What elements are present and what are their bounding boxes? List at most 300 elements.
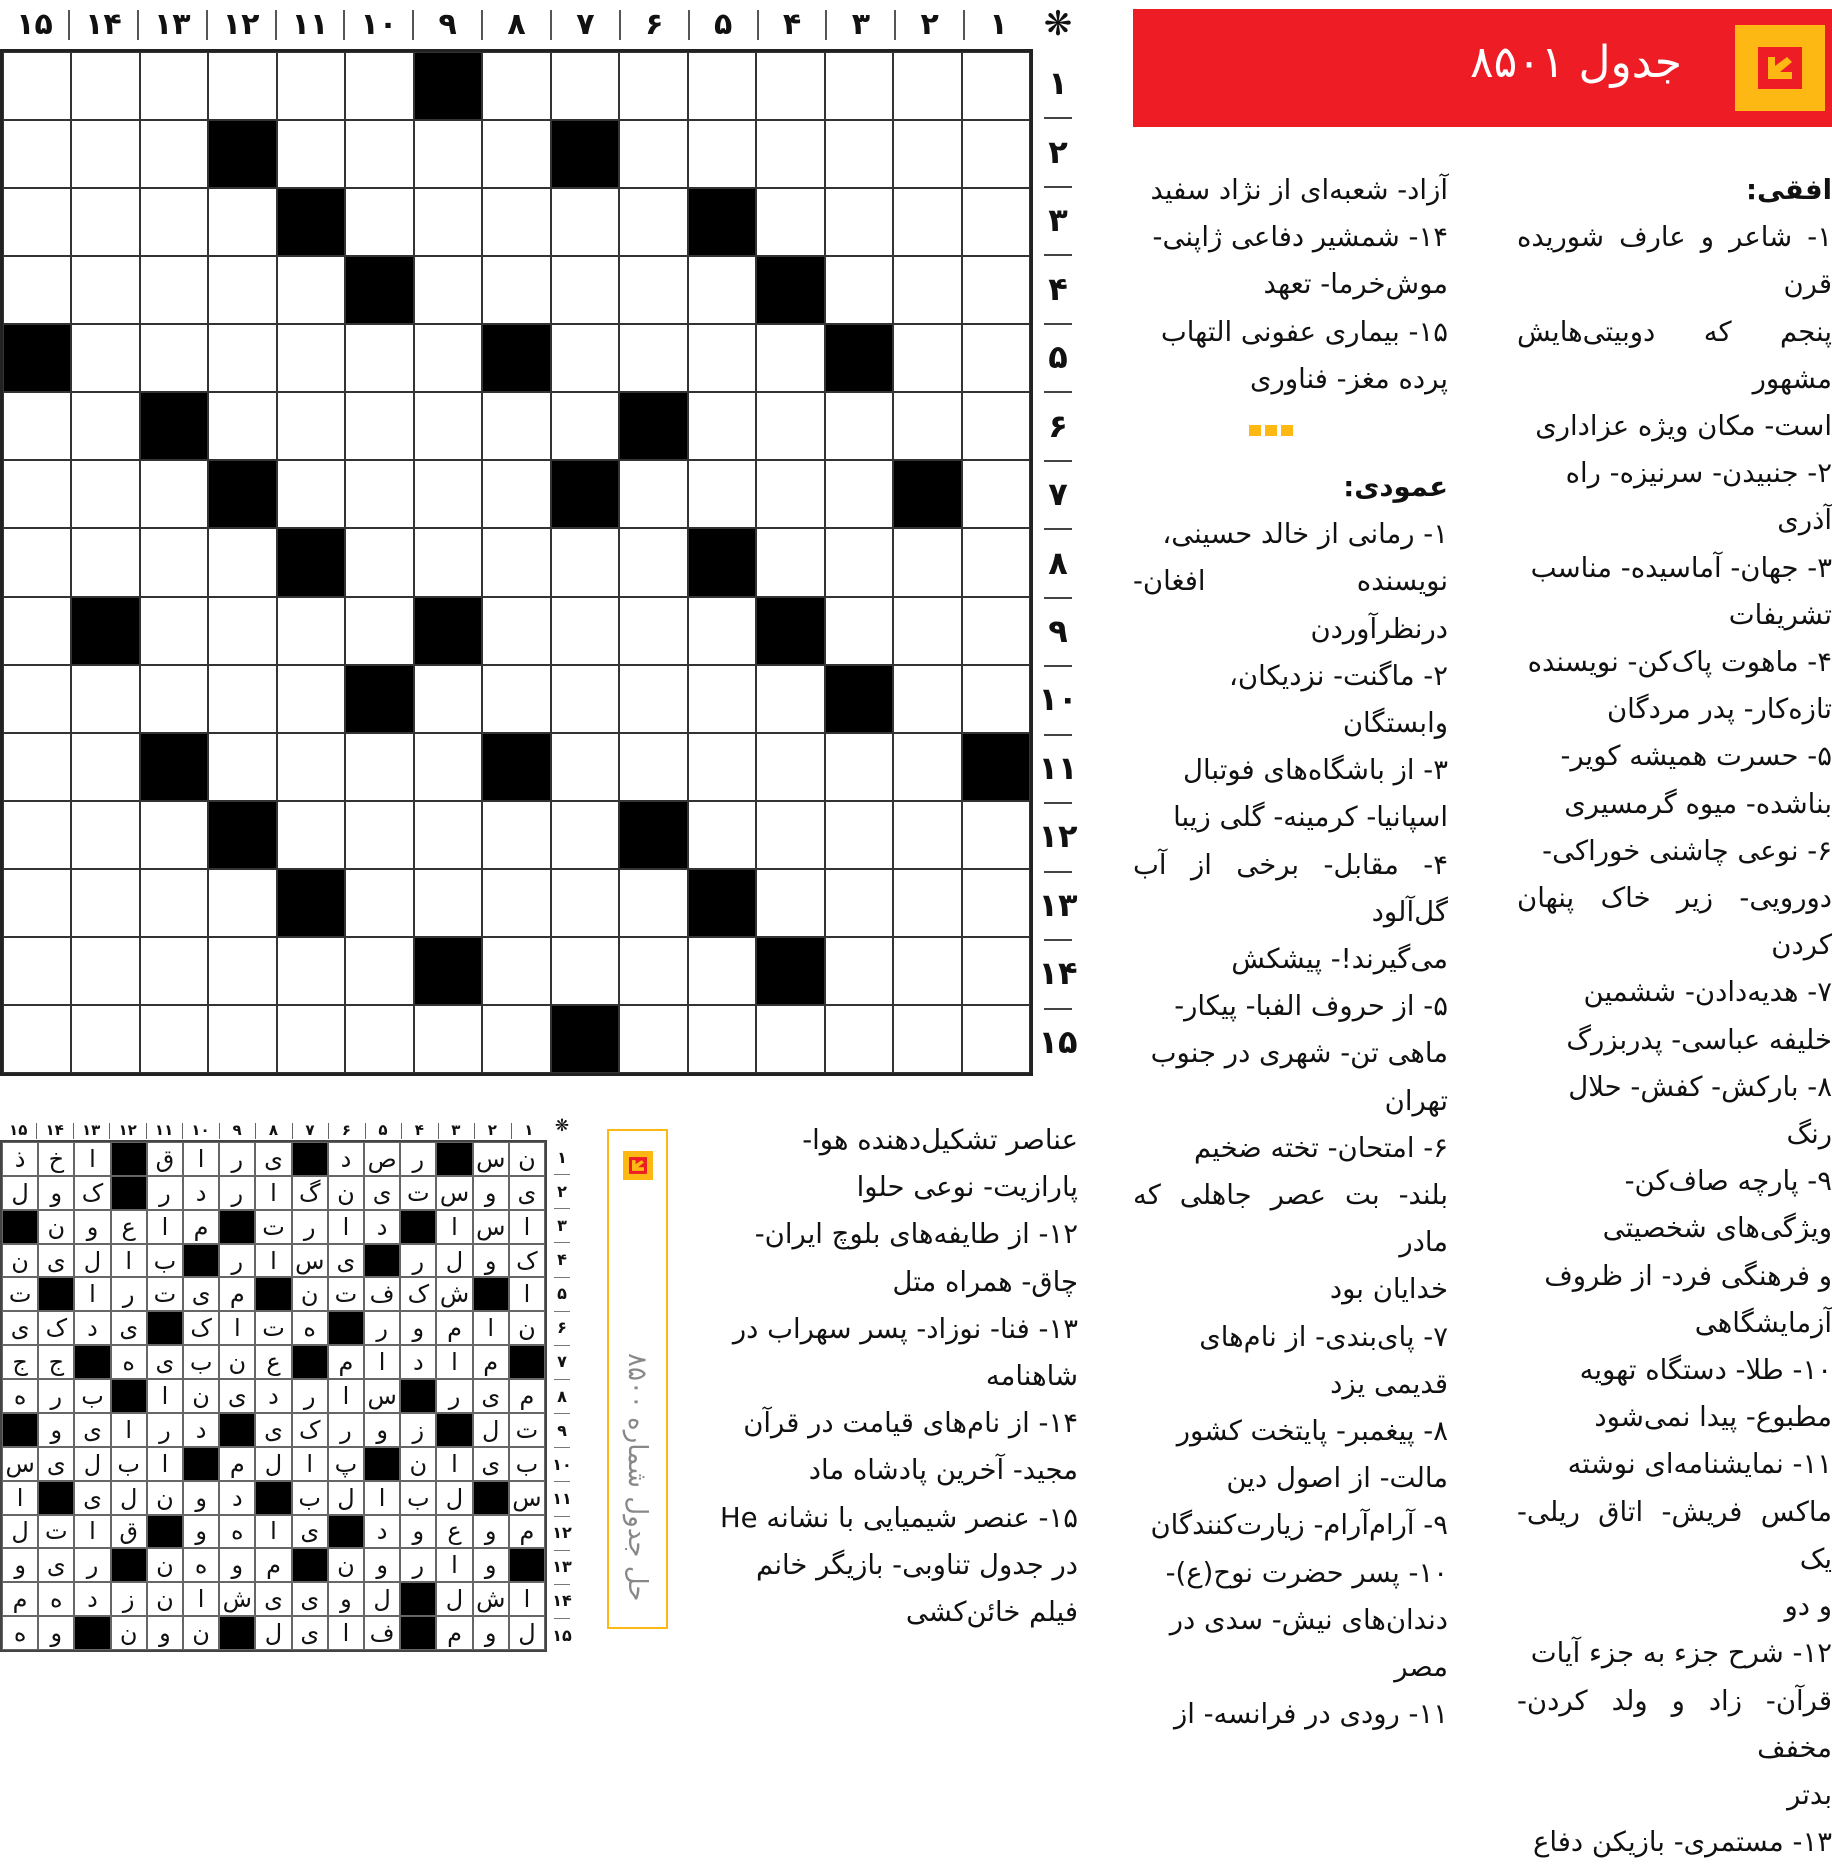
grid-cell[interactable] <box>962 1005 1030 1073</box>
grid-cell[interactable] <box>71 52 139 120</box>
clue-line: مطبوع- پیدا نمی‌شود <box>1594 1401 1832 1434</box>
grid-cell[interactable] <box>414 324 482 392</box>
clue-line: و دو <box>1784 1590 1832 1623</box>
grid-cell[interactable] <box>277 392 345 460</box>
grid-cell[interactable] <box>825 392 893 460</box>
black-cell <box>208 801 276 869</box>
row-number-label: ۱۱ <box>1036 734 1080 802</box>
grid-cell[interactable] <box>482 937 550 1005</box>
grid-cell[interactable] <box>71 392 139 460</box>
grid-cell[interactable] <box>71 733 139 801</box>
grid-cell[interactable] <box>688 665 756 733</box>
grid-cell[interactable] <box>140 120 208 188</box>
grid-cell[interactable] <box>482 460 550 528</box>
solution-label-box <box>607 1129 668 1629</box>
grid-cell[interactable] <box>893 1005 961 1073</box>
solution-column-number: ۱۵ <box>0 1117 36 1139</box>
clue-line: قدیمی یزد <box>1330 1367 1448 1400</box>
grid-cell[interactable] <box>3 52 71 120</box>
grid-cell[interactable] <box>962 528 1030 596</box>
solution-cell: ر <box>74 1548 110 1582</box>
grid-cell[interactable] <box>688 324 756 392</box>
black-cell <box>688 869 756 937</box>
grid-cell[interactable] <box>140 801 208 869</box>
solution-row-number: ۱۴ <box>550 1584 574 1618</box>
grid-cell[interactable] <box>688 1005 756 1073</box>
grid-cell[interactable] <box>208 1005 276 1073</box>
grid-cell[interactable] <box>3 392 71 460</box>
grid-cell[interactable] <box>756 392 824 460</box>
solution-cell: ک <box>38 1311 74 1345</box>
grid-cell[interactable] <box>345 597 413 665</box>
grid-cell[interactable] <box>551 937 619 1005</box>
solution-cell: ر <box>38 1379 74 1413</box>
black-cell <box>208 120 276 188</box>
grid-cell[interactable] <box>825 256 893 324</box>
grid-cell[interactable] <box>688 801 756 869</box>
solution-cell: س <box>473 1142 509 1176</box>
solution-cell: ش <box>219 1582 255 1616</box>
solution-cell: ی <box>147 1345 183 1379</box>
grid-cell[interactable] <box>551 188 619 256</box>
grid-cell[interactable] <box>962 256 1030 324</box>
grid-cell[interactable] <box>277 937 345 1005</box>
solution-cell: ی <box>473 1447 509 1481</box>
grid-cell[interactable] <box>619 460 687 528</box>
grid-cell[interactable] <box>962 324 1030 392</box>
grid-cell[interactable] <box>551 392 619 460</box>
grid-cell[interactable] <box>551 801 619 869</box>
grid-cell[interactable] <box>71 324 139 392</box>
row-number-label: ۲ <box>1036 117 1080 185</box>
solution-cell: ر <box>400 1142 436 1176</box>
grid-cell[interactable] <box>825 460 893 528</box>
grid-cell[interactable] <box>482 597 550 665</box>
grid-cell[interactable] <box>619 528 687 596</box>
grid-cell[interactable] <box>893 597 961 665</box>
grid-cell[interactable] <box>414 665 482 733</box>
solution-cell: ه <box>38 1582 74 1616</box>
solution-cell: و <box>328 1582 364 1616</box>
grid-cell[interactable] <box>756 52 824 120</box>
grid-cell[interactable] <box>140 528 208 596</box>
solution-cell: ا <box>364 1345 400 1379</box>
grid-cell[interactable] <box>208 256 276 324</box>
solution-cell: ی <box>328 1244 364 1278</box>
solution-black-cell <box>400 1582 436 1616</box>
grid-cell[interactable] <box>893 733 961 801</box>
grid-cell[interactable] <box>551 528 619 596</box>
grid-cell[interactable] <box>893 52 961 120</box>
row-number-label: ۷ <box>1036 460 1080 528</box>
grid-cell[interactable] <box>140 1005 208 1073</box>
grid-cell[interactable] <box>893 256 961 324</box>
row-number-label: ۱ <box>1048 64 1068 103</box>
grid-cell[interactable] <box>3 801 71 869</box>
grid-cell[interactable] <box>3 665 71 733</box>
grid-cell[interactable] <box>208 188 276 256</box>
grid-cell[interactable] <box>71 460 139 528</box>
grid-cell[interactable] <box>208 392 276 460</box>
column-number-label: ۱۴ <box>69 0 138 48</box>
grid-cell[interactable] <box>71 1005 139 1073</box>
solution-cell: ه <box>2 1379 38 1413</box>
solution-cell: ب <box>183 1345 219 1379</box>
solution-cell: ی <box>111 1311 147 1345</box>
grid-cell[interactable] <box>71 256 139 324</box>
solution-black-cell <box>183 1447 219 1481</box>
grid-cell[interactable] <box>482 869 550 937</box>
grid-cell[interactable] <box>345 937 413 1005</box>
solution-cell: و <box>219 1548 255 1582</box>
solution-cell: ل <box>328 1481 364 1515</box>
solution-black-cell <box>38 1481 74 1515</box>
grid-cell[interactable] <box>825 937 893 1005</box>
grid-cell[interactable] <box>71 120 139 188</box>
grid-cell[interactable] <box>345 733 413 801</box>
grid-cell[interactable] <box>688 937 756 1005</box>
grid-cell[interactable] <box>962 120 1030 188</box>
grid-cell[interactable] <box>414 1005 482 1073</box>
solution-cell: ا <box>111 1413 147 1447</box>
row-number-label: ۴ <box>1036 254 1080 322</box>
grid-cell[interactable] <box>756 528 824 596</box>
grid-cell[interactable] <box>688 52 756 120</box>
grid-cell[interactable] <box>688 460 756 528</box>
grid-cell[interactable] <box>3 120 71 188</box>
grid-cell[interactable] <box>893 188 961 256</box>
grid-cell[interactable] <box>825 120 893 188</box>
grid-cell[interactable] <box>619 937 687 1005</box>
grid-cell[interactable] <box>414 460 482 528</box>
grid-cell[interactable] <box>893 665 961 733</box>
grid-cell[interactable] <box>756 460 824 528</box>
grid-cell[interactable] <box>893 324 961 392</box>
grid-cell[interactable] <box>825 733 893 801</box>
grid-cell[interactable] <box>688 392 756 460</box>
grid-cell[interactable] <box>551 869 619 937</box>
grid-cell[interactable] <box>756 733 824 801</box>
grid-cell[interactable] <box>551 733 619 801</box>
solution-cell: م <box>2 1582 38 1616</box>
grid-cell[interactable] <box>756 869 824 937</box>
column-number-label: ۱۱ <box>276 0 345 48</box>
grid-cell[interactable] <box>756 665 824 733</box>
grid-cell[interactable] <box>619 324 687 392</box>
grid-cell[interactable] <box>414 528 482 596</box>
column-number-label: ۶ <box>620 0 689 48</box>
solution-cell: م <box>255 1548 291 1582</box>
grid-cell[interactable] <box>414 120 482 188</box>
solution-black-cell <box>473 1481 509 1515</box>
grid-cell[interactable] <box>414 869 482 937</box>
grid-cell[interactable] <box>345 324 413 392</box>
solution-cell: م <box>436 1616 472 1650</box>
grid-cell[interactable] <box>756 120 824 188</box>
grid-cell[interactable] <box>71 528 139 596</box>
solution-cell: ل <box>74 1447 110 1481</box>
grid-cell[interactable] <box>277 665 345 733</box>
solution-cell: ر <box>292 1379 328 1413</box>
solution-black-cell <box>509 1345 545 1379</box>
grid-cell[interactable] <box>345 1005 413 1073</box>
solution-cell: و <box>74 1210 110 1244</box>
solution-cell: س <box>436 1176 472 1210</box>
grid-cell[interactable] <box>962 937 1030 1005</box>
grid-cell[interactable] <box>414 392 482 460</box>
grid-cell[interactable] <box>3 733 71 801</box>
solution-logo-icon <box>623 1151 653 1180</box>
solution-cell: ن <box>509 1142 545 1176</box>
grid-cell[interactable] <box>3 937 71 1005</box>
grid-cell[interactable] <box>208 597 276 665</box>
grid-cell[interactable] <box>71 937 139 1005</box>
grid-cell[interactable] <box>756 324 824 392</box>
horizontal-clues-title: افقی: <box>1745 174 1832 206</box>
grid-cell[interactable] <box>414 256 482 324</box>
grid-cell[interactable] <box>140 869 208 937</box>
grid-cell[interactable] <box>688 256 756 324</box>
grid-cell[interactable] <box>962 665 1030 733</box>
solution-cell: و <box>473 1548 509 1582</box>
grid-cell[interactable] <box>71 801 139 869</box>
grid-cell[interactable] <box>71 869 139 937</box>
clue-line: ۷- پای‌بندی- از نام‌های <box>1199 1320 1448 1353</box>
grid-cell[interactable] <box>482 665 550 733</box>
clue-line: نویسنده افغان- درنظرآوردن <box>1133 565 1448 645</box>
grid-cell[interactable] <box>482 256 550 324</box>
grid-cell[interactable] <box>825 188 893 256</box>
grid-cell[interactable] <box>619 733 687 801</box>
grid-cell[interactable] <box>825 869 893 937</box>
grid-cell[interactable] <box>962 597 1030 665</box>
grid-cell[interactable] <box>825 52 893 120</box>
solution-cell: د <box>183 1176 219 1210</box>
solution-cell: ل <box>436 1481 472 1515</box>
clue-line: آذری <box>1777 504 1832 537</box>
solution-cell: ت <box>147 1277 183 1311</box>
grid-cell[interactable] <box>482 1005 550 1073</box>
clue-line: رنگ <box>1786 1118 1832 1151</box>
grid-cell[interactable] <box>893 392 961 460</box>
grid-cell[interactable] <box>140 52 208 120</box>
grid-cell[interactable] <box>345 52 413 120</box>
grid-cell[interactable] <box>756 188 824 256</box>
clue-line: ۹- پارچه صاف‌کن- <box>1624 1165 1832 1198</box>
grid-cell[interactable] <box>345 188 413 256</box>
solution-cell: ی <box>292 1582 328 1616</box>
grid-cell[interactable] <box>414 188 482 256</box>
solution-column-number: ۱ <box>524 1121 534 1139</box>
solution-cell: ع <box>436 1515 472 1549</box>
grid-cell[interactable] <box>345 392 413 460</box>
solution-black-cell <box>473 1277 509 1311</box>
grid-cell[interactable] <box>962 801 1030 869</box>
grid-cell[interactable] <box>208 733 276 801</box>
solution-cell: ن <box>509 1311 545 1345</box>
solution-cell: و <box>473 1244 509 1278</box>
grid-cell[interactable] <box>962 460 1030 528</box>
grid-cell[interactable] <box>962 52 1030 120</box>
grid-cell[interactable] <box>756 801 824 869</box>
grid-cell[interactable] <box>688 733 756 801</box>
grid-cell[interactable] <box>277 733 345 801</box>
grid-cell[interactable] <box>277 597 345 665</box>
grid-cell[interactable] <box>345 120 413 188</box>
grid-cell[interactable] <box>482 188 550 256</box>
solution-cell: ل <box>2 1176 38 1210</box>
solution-row-number: ۹ <box>550 1413 574 1447</box>
grid-cell[interactable] <box>619 256 687 324</box>
section-divider-dots <box>1133 425 1448 436</box>
solution-cell: و <box>183 1481 219 1515</box>
grid-cell[interactable] <box>619 665 687 733</box>
grid-cell[interactable] <box>893 937 961 1005</box>
grid-cell[interactable] <box>962 392 1030 460</box>
grid-cell[interactable] <box>962 869 1030 937</box>
grid-cell[interactable] <box>140 460 208 528</box>
solution-cell: ن <box>2 1244 38 1278</box>
solution-column-number: ۱۱ <box>146 1117 182 1139</box>
solution-cell: ا <box>183 1142 219 1176</box>
grid-cell[interactable] <box>619 188 687 256</box>
solution-column-number: ۱۴ <box>36 1117 72 1139</box>
grid-cell[interactable] <box>962 188 1030 256</box>
grid-cell[interactable] <box>551 52 619 120</box>
column-number-label: ۷ <box>551 0 620 48</box>
grid-cell[interactable] <box>208 665 276 733</box>
solution-cell: ل <box>509 1616 545 1650</box>
grid-cell[interactable] <box>208 869 276 937</box>
grid-cell[interactable] <box>482 392 550 460</box>
grid-cell[interactable] <box>140 256 208 324</box>
grid-cell[interactable] <box>3 256 71 324</box>
grid-cell[interactable] <box>688 597 756 665</box>
grid-cell[interactable] <box>619 120 687 188</box>
solution-cell: ل <box>255 1447 291 1481</box>
grid-cell[interactable] <box>3 1005 71 1073</box>
grid-cell[interactable] <box>619 869 687 937</box>
solution-cell: ا <box>509 1582 545 1616</box>
grid-cell[interactable] <box>482 801 550 869</box>
solution-cell: و <box>38 1413 74 1447</box>
grid-cell[interactable] <box>71 665 139 733</box>
solution-cell: ن <box>147 1481 183 1515</box>
grid-cell[interactable] <box>825 1005 893 1073</box>
grid-cell[interactable] <box>551 665 619 733</box>
grid-cell[interactable] <box>208 937 276 1005</box>
grid-cell[interactable] <box>140 324 208 392</box>
grid-cell[interactable] <box>551 324 619 392</box>
solution-cell: و <box>38 1176 74 1210</box>
grid-cell[interactable] <box>551 256 619 324</box>
grid-cell[interactable] <box>345 801 413 869</box>
grid-cell[interactable] <box>414 801 482 869</box>
clue-line: موش‌خرما- تعهد <box>1263 268 1448 301</box>
grid-cell[interactable] <box>893 869 961 937</box>
grid-cell[interactable] <box>825 801 893 869</box>
solution-cell: ا <box>292 1447 328 1481</box>
grid-cell[interactable] <box>277 460 345 528</box>
grid-cell[interactable] <box>140 937 208 1005</box>
grid-cell[interactable] <box>482 120 550 188</box>
grid-cell[interactable] <box>277 256 345 324</box>
grid-cell[interactable] <box>619 1005 687 1073</box>
black-cell <box>208 460 276 528</box>
grid-cell[interactable] <box>345 869 413 937</box>
solution-cell: ا <box>147 1447 183 1481</box>
solution-black-cell <box>2 1413 38 1447</box>
solution-cell: پ <box>328 1447 364 1481</box>
grid-cell[interactable] <box>71 188 139 256</box>
grid-cell[interactable] <box>3 188 71 256</box>
grid-cell[interactable] <box>619 52 687 120</box>
grid-cell[interactable] <box>277 1005 345 1073</box>
grid-cell[interactable] <box>825 528 893 596</box>
solution-row-number: ۸ <box>550 1379 574 1413</box>
grid-cell[interactable] <box>482 52 550 120</box>
solution-grid-column-header <box>0 1117 547 1139</box>
grid-cell[interactable] <box>345 460 413 528</box>
grid-cell[interactable] <box>893 528 961 596</box>
grid-cell[interactable] <box>893 120 961 188</box>
solution-cell: د <box>74 1311 110 1345</box>
clues-column-2 <box>1133 167 1448 1739</box>
grid-cell[interactable] <box>551 597 619 665</box>
grid-cell[interactable] <box>688 120 756 188</box>
clue-line: قرآن- زاد و ولد کردن- مخفف <box>1517 1684 1832 1764</box>
grid-cell[interactable] <box>414 733 482 801</box>
grid-cell[interactable] <box>3 528 71 596</box>
grid-cell[interactable] <box>619 597 687 665</box>
solution-cell: ا <box>147 1210 183 1244</box>
grid-cell[interactable] <box>345 528 413 596</box>
solution-row-number: ۷ <box>550 1345 574 1379</box>
solution-cell: ه <box>219 1515 255 1549</box>
grid-cell[interactable] <box>893 801 961 869</box>
grid-cell[interactable] <box>140 665 208 733</box>
grid-cell[interactable] <box>3 597 71 665</box>
clue-line: ۶- نوعی چاشنی خوراکی- <box>1542 834 1832 867</box>
grid-cell[interactable] <box>208 52 276 120</box>
grid-cell[interactable] <box>140 188 208 256</box>
clue-line: می‌گیرند!- پیشکش <box>1231 943 1448 976</box>
clue-line: تهران <box>1384 1084 1448 1117</box>
grid-cell[interactable] <box>208 324 276 392</box>
grid-cell[interactable] <box>756 1005 824 1073</box>
grid-cell[interactable] <box>140 597 208 665</box>
grid-cell[interactable] <box>825 597 893 665</box>
solution-black-cell <box>328 1311 364 1345</box>
grid-cell[interactable] <box>277 52 345 120</box>
solution-cell: ذ <box>2 1142 38 1176</box>
grid-cell[interactable] <box>277 801 345 869</box>
solution-cell: ن <box>292 1277 328 1311</box>
solution-cell: و <box>364 1413 400 1447</box>
grid-cell[interactable] <box>3 460 71 528</box>
solution-black-cell <box>74 1616 110 1650</box>
grid-corner-star-icon: ❋ <box>1043 4 1073 44</box>
solution-cell: ع <box>255 1345 291 1379</box>
grid-cell[interactable] <box>277 324 345 392</box>
black-cell <box>962 733 1030 801</box>
grid-cell[interactable] <box>482 528 550 596</box>
grid-cell[interactable] <box>208 528 276 596</box>
grid-cell[interactable] <box>277 120 345 188</box>
solution-cell: ت <box>328 1277 364 1311</box>
solution-cell: ر <box>364 1311 400 1345</box>
grid-cell[interactable] <box>3 869 71 937</box>
